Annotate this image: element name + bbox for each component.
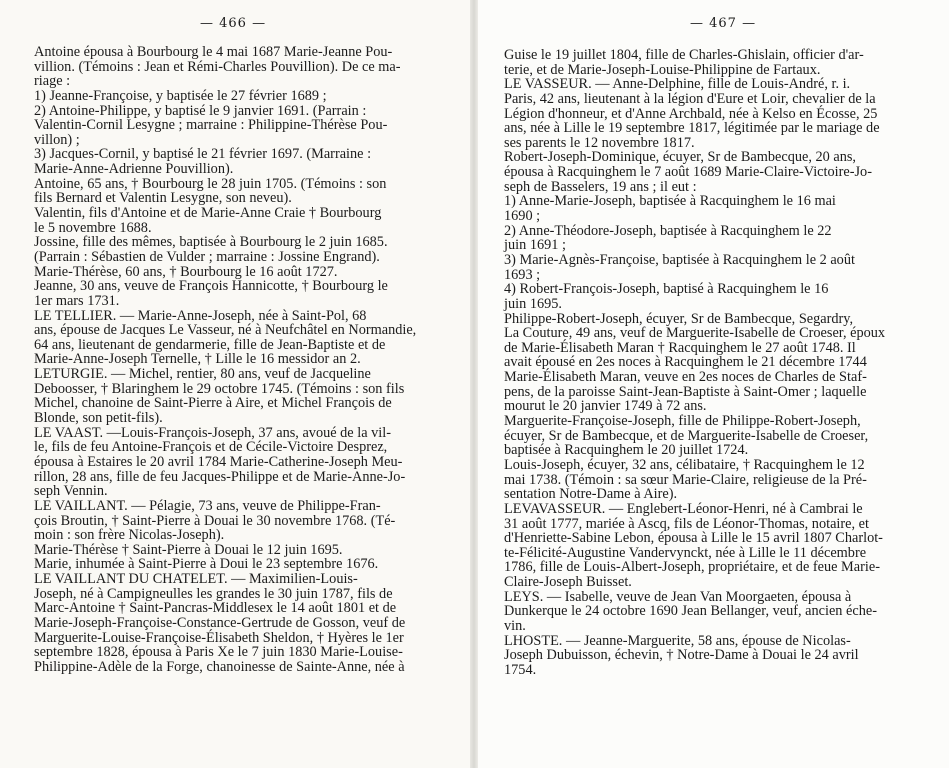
text-line: ans, épouse de Jacques Le Vasseur, né à Neufchâtel en Normandie, — [34, 322, 417, 339]
text-line: 1690 ; — [504, 208, 541, 225]
text-line: 3) Marie-Agnès-Françoise, baptisée à Racquinghem le 2 août — [504, 251, 855, 268]
text-line: Marie-Joseph-Françoise-Constance-Gertrude de Gosson, veuf de — [34, 614, 406, 631]
left-page-text — [34, 45, 416, 675]
text-line: 1) Anne-Marie-Joseph, baptisée à Racquinghem le 16 mai — [504, 193, 836, 210]
text-line: 1786, fille de Louis-Albert-Joseph, propriétaire, et de feue Marie- — [504, 559, 880, 576]
text-line: 31 août 1777, mariée à Ascq, fils de Léonor-Thomas, notaire, et — [504, 515, 869, 532]
text-line: 2) Anne-Théodore-Joseph, baptisée à Racquinghem le 22 — [504, 222, 832, 239]
left-page — [0, 0, 470, 768]
text-line: Marie, inhumée à Saint-Pierre à Doui le 23 septembre 1676. — [34, 556, 379, 573]
text-line: fils Bernard et Valentin Lesygne, son neveu). — [34, 190, 292, 207]
text-line: de Marie-Élisabeth Maran † Racquinghem le 27 août 1748. Il — [504, 339, 856, 356]
text-line: vin. — [504, 617, 526, 634]
text-line: Joseph Dubuisson, échevin, † Notre-Dame à Douai le 24 avril — [504, 647, 859, 664]
text-line: 1er mars 1731. — [34, 292, 120, 309]
text-line: d'Henriette-Sabine Lebon, épousa à Lille le 15 avril 1807 Charlot- — [504, 530, 883, 547]
text-line: Joseph, né à Campigneulles les grandes le 30 juin 1787, fils de — [34, 585, 393, 602]
text-line: Philippe-Robert-Joseph, écuyer, Sr de Bambecque, Segardry, — [504, 310, 854, 327]
text-line: Paris, 42 ans, lieutenant à la légion d'Eure et Loir, chevalier de la — [504, 90, 876, 107]
text-line: Marie-Élisabeth Maran, veuve en 2es noces de Charles de Staf- — [504, 369, 867, 386]
text-line: écuyer, Sr de Bambecque, et de Marguerite-Isabelle de Croeser, — [504, 427, 869, 444]
text-line: Robert-Joseph-Dominique, écuyer, Sr de Bambecque, 20 ans, — [504, 149, 856, 166]
text-line: Jeanne, 30 ans, veuve de François Hannicotte, † Bourbourg le — [34, 278, 388, 295]
text-line: Michel, chanoine de Saint-Pierre à Aire, et Michel François de — [34, 395, 392, 412]
text-line: Marie-Anne-Adrienne Pouvillion). — [34, 161, 234, 178]
text-line: Marguerite-Louise-Françoise-Élisabeth Sheldon, † Hyères le 1er — [34, 629, 404, 646]
text-line: Louis-Joseph, écuyer, 32 ans, célibataire, † Racquinghem le 12 — [504, 456, 865, 473]
right-page — [478, 0, 949, 768]
text-line: Valentin, fils d'Antoine et de Marie-Anne Craie † Bourbourg — [34, 205, 382, 222]
text-line: 64 ans, lieutenant de gendarmerie, fille de Jean-Baptiste et de — [34, 336, 386, 353]
text-line: 4) Robert-François-Joseph, baptisé à Racquinghem le 16 — [504, 281, 829, 298]
text-line: LEVAVASSEUR. — Englebert-Léonor-Henri, né à Cambrai le — [504, 500, 863, 517]
text-line: Dunkerque le 24 octobre 1690 Jean Bellanger, veuf, ancien éche- — [504, 603, 877, 620]
right-page-text — [504, 48, 885, 678]
text-line: Marie-Anne-Joseph Ternelle, † Lille le 16 messidor an 2. — [34, 351, 361, 368]
text-line: 3) Jacques-Cornil, y baptisé le 21 février 1697. (Marraine : — [34, 146, 372, 163]
text-line: juin 1691 ; — [504, 237, 566, 254]
text-line: Valentin-Cornil Lesygne ; marraine : Philippine-Thérèse Pou- — [34, 117, 388, 134]
text-line: LE TELLIER. — Marie-Anne-Joseph, née à Saint-Pol, 68 — [34, 307, 367, 324]
book-gutter — [470, 0, 478, 768]
text-line: Claire-Joseph Buisset. — [504, 574, 632, 591]
text-line: mai 1738. (Témoin : sa sœur Marie-Claire, religieuse de la Pré- — [504, 471, 867, 488]
text-line: Blonde, son petit-fils). — [34, 410, 163, 427]
text-line: baptisée à Racquinghem le 20 juillet 1724. — [504, 442, 749, 459]
text-line: riage : — [34, 73, 71, 90]
text-line: Marguerite-Françoise-Joseph, fille de Philippe-Robert-Joseph, — [504, 413, 861, 430]
text-line: terie, et de Marie-Joseph-Louise-Philippine de Fartaux. — [504, 61, 821, 78]
text-line: septembre 1828, épousa à Paris Xe le 7 juin 1830 Marie-Louise- — [34, 644, 403, 661]
text-line: sentation Notre-Dame à Aire). — [504, 486, 678, 503]
text-line: seph de Basselers, 19 ans ; il eut : — [504, 178, 697, 195]
text-line: villon) ; — [34, 131, 80, 148]
text-line: juin 1695. — [504, 295, 562, 312]
text-line: pens, de la paroisse Saint-Jean-Baptiste à Saint-Omer ; laquelle — [504, 383, 867, 400]
text-line: ans, née à Lille le 19 septembre 1817, légitimée par le mariage de — [504, 120, 880, 137]
text-line: épousa à Estaires le 20 avril 1784 Marie-Catherine-Joseph Meu- — [34, 453, 403, 470]
text-line: le, fils de feu Antoine-François et de Cécile-Victoire Desprez, — [34, 439, 388, 456]
text-line: 1) Jeanne-Françoise, y baptisée le 27 février 1689 ; — [34, 87, 327, 104]
text-line: çois Broutin, † Saint-Pierre à Douai le 30 novembre 1768. (Té- — [34, 512, 396, 529]
right-page-number: — 467 — — [690, 16, 757, 31]
text-line: te-Félicité-Augustine Vandervynckt, née à Lille le 11 décembre — [504, 544, 867, 561]
text-line: 1693 ; — [504, 266, 541, 283]
text-line: épousa à Racquinghem le 7 août 1689 Marie-Claire-Victoire-Jo- — [504, 164, 872, 181]
text-line: mourut le 20 janvier 1749 à 72 ans. — [504, 398, 707, 415]
text-line: LE VAAST. —Louis-François-Joseph, 37 ans, avoué de la vil- — [34, 424, 391, 441]
text-line: Philippine-Adèle de la Forge, chanoinesse de Sainte-Anne, née à — [34, 658, 405, 675]
text-line: 1754. — [504, 661, 537, 678]
text-line: Marie-Thérèse, 60 ans, † Bourbourg le 16 août 1727. — [34, 263, 338, 280]
text-line: Marie-Thérèse † Saint-Pierre à Douai le 12 juin 1695. — [34, 541, 343, 558]
text-line: 2) Antoine-Philippe, y baptisé le 9 janvier 1691. (Parrain : — [34, 102, 367, 119]
text-line: La Couture, 49 ans, veuf de Marguerite-Isabelle de Croeser, époux — [504, 325, 886, 342]
text-line: avait épousé en 2es noces à Racquinghem le 21 décembre 1744 — [504, 354, 867, 371]
text-line: ses parents le 12 novembre 1817. — [504, 134, 695, 151]
text-line: Légion d'honneur, et d'Anne Archbald, née à Kelso en Écosse, 25 — [504, 105, 878, 122]
text-line: LE VAILLANT. — Pélagie, 73 ans, veuve de Philippe-Fran- — [34, 497, 381, 514]
text-line: LE VASSEUR. — Anne-Delphine, fille de Louis-André, r. i. — [504, 76, 851, 93]
text-line: moin : son frère Nicolas-Joseph). — [34, 527, 225, 544]
text-line: rillon, 28 ans, fille de feu Jacques-Philippe et de Marie-Anne-Jo- — [34, 468, 406, 485]
text-line: LETURGIE. — Michel, rentier, 80 ans, veuf de Jacqueline — [34, 366, 371, 383]
text-line: LE VAILLANT DU CHATELET. — Maximilien-Louis- — [34, 571, 358, 588]
text-line: Deboosser, † Blaringhem le 29 octobre 1745. (Témoins : son fils — [34, 380, 405, 397]
text-line: Antoine, 65 ans, † Bourbourg le 28 juin 1705. (Témoins : son — [34, 175, 387, 192]
text-line: seph Vennin. — [34, 483, 108, 500]
text-line: LEYS. — Isabelle, veuve de Jean Van Moorgaeten, épousa à — [504, 588, 852, 605]
text-line: le 5 novembre 1688. — [34, 219, 152, 236]
text-line: Antoine épousa à Bourbourg le 4 mai 1687 Marie-Jeanne Pou- — [34, 44, 393, 60]
text-line: LHOSTE. — Jeanne-Marguerite, 58 ans, épouse de Nicolas- — [504, 632, 851, 649]
text-line: Jossine, fille des mêmes, baptisée à Bourbourg le 2 juin 1685. — [34, 234, 388, 251]
text-line: Marc-Antoine † Saint-Pancras-Middlesex le 14 août 1801 et de — [34, 600, 397, 617]
left-page-number: — 466 — — [200, 16, 267, 31]
text-line: Guise le 19 juillet 1804, fille de Charles-Ghislain, officier d'ar- — [504, 47, 864, 63]
text-line: villion. (Témoins : Jean et Rémi-Charles Pouvillion). De ce ma- — [34, 58, 401, 75]
text-line: (Parrain : Sébastien de Vulder ; marraine : Jossine Engrand). — [34, 248, 380, 265]
